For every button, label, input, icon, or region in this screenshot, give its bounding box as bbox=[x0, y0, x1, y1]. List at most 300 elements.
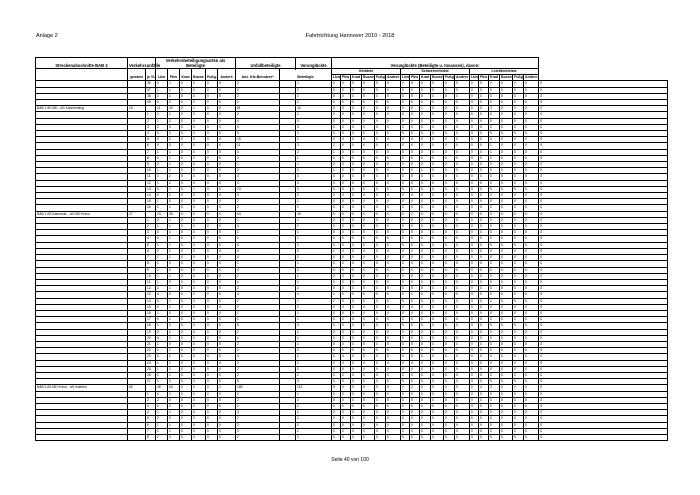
table-cell: 0 bbox=[420, 279, 431, 285]
table-cell: 0 bbox=[500, 155, 513, 161]
table-cell: 0 bbox=[375, 112, 386, 118]
table-cell: 0 bbox=[524, 143, 539, 149]
table-cell: 0 bbox=[218, 211, 236, 217]
table-cell: 0 bbox=[332, 279, 341, 285]
table-cell: 0 bbox=[470, 372, 479, 378]
table-cell: 1 bbox=[168, 236, 180, 242]
table-cell: 0 bbox=[386, 292, 401, 298]
table-cell: 0 bbox=[444, 242, 455, 248]
table-cell: 2 bbox=[332, 143, 341, 149]
table-cell: 2 bbox=[296, 372, 332, 378]
table-cell: 0 bbox=[386, 310, 401, 316]
table-cell: 0 bbox=[431, 273, 444, 279]
table-cell: 0 bbox=[489, 379, 500, 385]
table-cell: 0 bbox=[218, 205, 236, 211]
table-cell: 0 bbox=[524, 354, 539, 360]
table-cell: 0 bbox=[513, 93, 524, 99]
table-cell: 0 bbox=[410, 273, 420, 279]
table-cell: 0 bbox=[479, 162, 489, 168]
table-cell: 0 bbox=[420, 87, 431, 93]
table-cell: 0 bbox=[410, 118, 420, 124]
table-cell: 0 bbox=[341, 372, 351, 378]
table-cell: 0 bbox=[410, 366, 420, 372]
table-cell: 0 bbox=[455, 335, 470, 341]
table-cell: 0 bbox=[431, 137, 444, 143]
table-cell: 0 bbox=[470, 416, 479, 422]
table-cell: 0 bbox=[479, 273, 489, 279]
table-cell: 0 bbox=[206, 211, 218, 217]
table-cell: 0 bbox=[470, 255, 479, 261]
table-cell: 0 bbox=[500, 434, 513, 440]
table-cell: 0 bbox=[401, 255, 410, 261]
table-cell: 0 bbox=[455, 428, 470, 434]
table-cell: 0 bbox=[539, 341, 668, 347]
table-cell: 0 bbox=[539, 81, 668, 87]
table-cell: 0 bbox=[362, 224, 375, 230]
table-cell: 1 bbox=[410, 292, 420, 298]
table-cell: 0 bbox=[539, 112, 668, 118]
table-cell: 0 bbox=[206, 403, 218, 409]
table-cell: 0 bbox=[431, 323, 444, 329]
table-cell: 0 bbox=[444, 112, 455, 118]
table-cell: 0 bbox=[180, 273, 192, 279]
table-cell: 0 bbox=[489, 131, 500, 137]
table-cell: 0 bbox=[410, 403, 420, 409]
table-cell: 0 bbox=[351, 354, 362, 360]
table-cell: 2 bbox=[296, 273, 332, 279]
table-cell: 0 bbox=[192, 149, 206, 155]
table-cell: 0 bbox=[455, 279, 470, 285]
table-cell: 0 bbox=[375, 434, 386, 440]
table-cell: 0 bbox=[341, 205, 351, 211]
table-cell: 2 bbox=[296, 304, 332, 310]
table-cell: 0 bbox=[180, 434, 192, 440]
table-cell: 0 bbox=[489, 341, 500, 347]
table-cell: 0 bbox=[524, 273, 539, 279]
table-cell: 2 bbox=[296, 434, 332, 440]
table-cell: 0 bbox=[420, 118, 431, 124]
table-cell: 12 bbox=[146, 180, 156, 186]
table-cell: 0 bbox=[410, 348, 420, 354]
table-cell: 0 bbox=[489, 286, 500, 292]
table-cell: 0 bbox=[470, 93, 479, 99]
table-cell: 0 bbox=[375, 100, 386, 106]
table-cell: 0 bbox=[351, 162, 362, 168]
table-cell: 0 bbox=[410, 205, 420, 211]
table-cell: 0 bbox=[218, 329, 236, 335]
table-cell: 1 bbox=[192, 186, 206, 192]
table-cell: 0 bbox=[218, 217, 236, 223]
table-cell: 2 bbox=[236, 112, 280, 118]
table-cell: 0 bbox=[362, 174, 375, 180]
sub-header-pkw: Pkw bbox=[480, 75, 488, 80]
table-cell: 0 bbox=[513, 106, 524, 112]
table-cell: 0 bbox=[500, 242, 513, 248]
table-cell: 0 bbox=[180, 279, 192, 285]
table-cell: 0 bbox=[401, 87, 410, 93]
table-cell: 0 bbox=[500, 100, 513, 106]
table-cell: 0 bbox=[351, 193, 362, 199]
table-cell: 0 bbox=[420, 292, 431, 298]
col-header-busse: Busse bbox=[192, 69, 206, 81]
table-cell: 0 bbox=[455, 323, 470, 329]
table-cell: 0 bbox=[444, 81, 455, 87]
table-cell: 0 bbox=[218, 180, 236, 186]
table-cell: 0 bbox=[479, 279, 489, 285]
table-cell: 0 bbox=[218, 416, 236, 422]
table-cell: 0 bbox=[479, 329, 489, 335]
table-cell: 0 bbox=[444, 211, 455, 217]
table-cell: 0 bbox=[351, 124, 362, 130]
table-cell: 0 bbox=[386, 391, 401, 397]
table-cell: 2 bbox=[236, 168, 280, 174]
table-cell: 0 bbox=[489, 366, 500, 372]
table-cell: 1 bbox=[156, 255, 168, 261]
table-cell: 0 bbox=[524, 310, 539, 316]
table-cell: 0 bbox=[470, 279, 479, 285]
table-cell: 0 bbox=[524, 248, 539, 254]
table-cell: 0 bbox=[206, 354, 218, 360]
table-cell: 0 bbox=[410, 286, 420, 292]
table-cell: 1 bbox=[156, 180, 168, 186]
sub-header-krad: Krad bbox=[421, 75, 430, 80]
table-cell: 2 bbox=[296, 112, 332, 118]
table-cell: 12 bbox=[146, 286, 156, 292]
table-cell: 0 bbox=[332, 360, 341, 366]
table-cell: 0 bbox=[431, 155, 444, 161]
table-cell: 0 bbox=[375, 261, 386, 267]
table-cell: 0 bbox=[455, 199, 470, 205]
table-cell: 0 bbox=[444, 366, 455, 372]
table-cell: 0 bbox=[341, 434, 351, 440]
table-cell: 0 bbox=[218, 248, 236, 254]
table-cell: 38 bbox=[146, 93, 156, 99]
table-cell: 0 bbox=[401, 310, 410, 316]
table-cell: 0 bbox=[513, 255, 524, 261]
table-cell: 0 bbox=[479, 422, 489, 428]
table-cell: 0 bbox=[455, 118, 470, 124]
table-cell: 0 bbox=[341, 112, 351, 118]
table-cell: 0 bbox=[420, 397, 431, 403]
table-cell: 0 bbox=[362, 348, 375, 354]
table-cell: 0 bbox=[206, 174, 218, 180]
table-cell: 0 bbox=[470, 131, 479, 137]
table-cell: 0 bbox=[431, 310, 444, 316]
table-cell: 0 bbox=[524, 428, 539, 434]
table-cell: 0 bbox=[489, 242, 500, 248]
table-cell: 0 bbox=[524, 242, 539, 248]
col-header-andere: Andere bbox=[218, 69, 236, 81]
table-cell: 0 bbox=[375, 348, 386, 354]
table-cell: 0 bbox=[479, 261, 489, 267]
table-cell: 0 bbox=[218, 317, 236, 323]
table-cell: 0 bbox=[362, 341, 375, 347]
table-cell: 0 bbox=[524, 255, 539, 261]
table-cell: 0 bbox=[410, 323, 420, 329]
table-cell: 0 bbox=[401, 211, 410, 217]
table-cell: 0 bbox=[192, 335, 206, 341]
table-cell: 0 bbox=[206, 323, 218, 329]
table-cell: 0 bbox=[168, 124, 180, 130]
table-cell: 0 bbox=[489, 304, 500, 310]
table-cell: 0 bbox=[524, 193, 539, 199]
table-cell: 0 bbox=[218, 112, 236, 118]
table-cell: 0 bbox=[470, 267, 479, 273]
table-cell: 0 bbox=[455, 100, 470, 106]
table-cell: 0 bbox=[206, 137, 218, 143]
table-cell: 0 bbox=[401, 131, 410, 137]
table-cell: 0 bbox=[401, 286, 410, 292]
table-cell: 15 bbox=[236, 137, 280, 143]
table-cell: 0 bbox=[351, 211, 362, 217]
table-cell: 0 bbox=[455, 391, 470, 397]
table-cell: 0 bbox=[341, 143, 351, 149]
table-cell: 0 bbox=[470, 112, 479, 118]
table-cell: 2 bbox=[332, 298, 341, 304]
table-body bbox=[36, 81, 668, 441]
table-cell: 0 bbox=[420, 217, 431, 223]
table-cell: 0 bbox=[513, 366, 524, 372]
table-cell: 0 bbox=[470, 236, 479, 242]
table-cell: 0 bbox=[489, 267, 500, 273]
table-cell: 0 bbox=[513, 155, 524, 161]
table-cell: 1 bbox=[146, 112, 156, 118]
table-cell: 0 bbox=[362, 217, 375, 223]
table-cell: 0 bbox=[401, 100, 410, 106]
table-cell: 0 bbox=[455, 149, 470, 155]
table-cell: 0 bbox=[524, 261, 539, 267]
table-cell: 0 bbox=[156, 391, 168, 397]
table-cell: 0 bbox=[444, 168, 455, 174]
table-cell: 0 bbox=[192, 230, 206, 236]
table-cell: 0 bbox=[431, 149, 444, 155]
table-cell: 0 bbox=[470, 329, 479, 335]
table-cell: 0 bbox=[341, 379, 351, 385]
table-cell: 0 bbox=[351, 379, 362, 385]
table-cell: 0 bbox=[192, 118, 206, 124]
table-cell: 0 bbox=[524, 292, 539, 298]
table-cell: 0 bbox=[431, 279, 444, 285]
table-cell: 0 bbox=[410, 186, 420, 192]
table-cell: 0 bbox=[351, 106, 362, 112]
table-cell: 2 bbox=[236, 81, 280, 87]
table-cell: 0 bbox=[351, 298, 362, 304]
table-cell: 0 bbox=[351, 87, 362, 93]
table-cell: 0 bbox=[401, 391, 410, 397]
table-cell: 0 bbox=[401, 193, 410, 199]
table-cell: 0 bbox=[180, 317, 192, 323]
table-cell: 0 bbox=[362, 410, 375, 416]
table-cell: 0 bbox=[420, 385, 431, 391]
table-cell: 0 bbox=[351, 137, 362, 143]
table-cell: 0 bbox=[351, 329, 362, 335]
table-cell: 0 bbox=[479, 304, 489, 310]
table-cell: 3 bbox=[296, 248, 332, 254]
table-cell: 0 bbox=[206, 273, 218, 279]
table-cell: 0 bbox=[180, 391, 192, 397]
table-cell: 0 bbox=[470, 410, 479, 416]
table-cell: 0 bbox=[386, 323, 401, 329]
table-cell: 2 bbox=[236, 416, 280, 422]
table-cell: 0 bbox=[341, 230, 351, 236]
table-cell: 3 bbox=[296, 379, 332, 385]
table-cell: 4 bbox=[236, 180, 280, 186]
table-cell: 3 bbox=[296, 124, 332, 130]
table-cell: 0 bbox=[341, 286, 351, 292]
table-cell: 0 bbox=[332, 100, 341, 106]
table-cell: 0 bbox=[192, 255, 206, 261]
table-cell: 6 bbox=[146, 143, 156, 149]
table-cell: 21 bbox=[146, 341, 156, 347]
table-cell: 0 bbox=[386, 149, 401, 155]
table-cell: 0 bbox=[431, 434, 444, 440]
col-header-lkw: Lkw bbox=[156, 69, 168, 81]
table-cell: 0 bbox=[351, 118, 362, 124]
table-cell: 0 bbox=[479, 137, 489, 143]
table-cell: 0 bbox=[341, 273, 351, 279]
table-cell: 0 bbox=[524, 403, 539, 409]
table-cell: 0 bbox=[410, 155, 420, 161]
table-cell: 0 bbox=[524, 279, 539, 285]
table-cell: 0 bbox=[351, 205, 362, 211]
table-cell: 1 bbox=[168, 366, 180, 372]
table-cell: 0 bbox=[218, 87, 236, 93]
table-cell: 0 bbox=[180, 261, 192, 267]
table-cell: 0 bbox=[420, 211, 431, 217]
table-cell: 0 bbox=[524, 341, 539, 347]
table-cell: 0 bbox=[218, 335, 236, 341]
table-cell: 0 bbox=[455, 186, 470, 192]
table-cell: 0 bbox=[455, 124, 470, 130]
table-cell: 2 bbox=[168, 131, 180, 137]
table-cell: 0 bbox=[500, 379, 513, 385]
table-cell: 1 bbox=[156, 242, 168, 248]
table-cell: 0 bbox=[431, 255, 444, 261]
table-cell: 0 bbox=[375, 273, 386, 279]
table-cell: 0 bbox=[479, 81, 489, 87]
table-cell: 0 bbox=[218, 279, 236, 285]
table-cell: 0 bbox=[431, 230, 444, 236]
table-cell: 0 bbox=[375, 360, 386, 366]
table-cell: 0 bbox=[444, 205, 455, 211]
table-cell: 0 bbox=[444, 106, 455, 112]
table-cell: 0 bbox=[500, 329, 513, 335]
table-cell: 0 bbox=[455, 317, 470, 323]
table-cell: 10 bbox=[146, 168, 156, 174]
table-cell: 0 bbox=[500, 341, 513, 347]
table-cell: 0 bbox=[180, 360, 192, 366]
table-cell: 0 bbox=[375, 255, 386, 261]
table-cell: 0 bbox=[500, 230, 513, 236]
table-cell: 0 bbox=[500, 124, 513, 130]
table-cell: 0 bbox=[513, 261, 524, 267]
table-cell: 0 bbox=[470, 186, 479, 192]
table-cell: 0 bbox=[444, 137, 455, 143]
sub-header-pkw: Pkw bbox=[411, 75, 419, 80]
table-cell: 0 bbox=[410, 131, 420, 137]
table-cell: 0 bbox=[218, 397, 236, 403]
table-cell: 1 bbox=[156, 224, 168, 230]
table-cell: 0 bbox=[375, 372, 386, 378]
table-cell: 0 bbox=[351, 348, 362, 354]
table-cell: 0 bbox=[431, 199, 444, 205]
table-cell: 0 bbox=[479, 205, 489, 211]
table-cell: 4 bbox=[156, 292, 168, 298]
table-cell: 2 bbox=[236, 422, 280, 428]
table-cell: 0 bbox=[410, 100, 420, 106]
table-cell: 0 bbox=[192, 341, 206, 347]
table-cell: 0 bbox=[351, 112, 362, 118]
table-cell: 0 bbox=[332, 366, 341, 372]
table-cell: 0 bbox=[362, 193, 375, 199]
table-cell: 0 bbox=[539, 298, 668, 304]
table-cell: 0 bbox=[362, 248, 375, 254]
table-cell: 0 bbox=[500, 236, 513, 242]
table-cell: 1 bbox=[168, 273, 180, 279]
table-cell: 4 bbox=[236, 242, 280, 248]
table-cell: 0 bbox=[410, 422, 420, 428]
table-cell: 1 bbox=[332, 292, 341, 298]
table-cell: 0 bbox=[386, 186, 401, 192]
table-cell: 0 bbox=[362, 168, 375, 174]
table-cell: 0 bbox=[401, 267, 410, 273]
table-cell: 0 bbox=[524, 434, 539, 440]
table-cell: 0 bbox=[431, 385, 444, 391]
table-cell: 0 bbox=[341, 174, 351, 180]
table-cell: 0 bbox=[192, 267, 206, 273]
table-cell: 0 bbox=[206, 248, 218, 254]
table-cell: 0 bbox=[479, 292, 489, 298]
table-cell: 0 bbox=[524, 416, 539, 422]
table-cell: 0 bbox=[351, 186, 362, 192]
table-cell: 0 bbox=[218, 403, 236, 409]
table-cell: 1 bbox=[332, 149, 341, 155]
table-cell: 0 bbox=[500, 422, 513, 428]
table-cell: 0 bbox=[362, 106, 375, 112]
table-cell: 0 bbox=[362, 335, 375, 341]
table-cell: 1 bbox=[146, 217, 156, 223]
table-cell: 0 bbox=[500, 335, 513, 341]
table-cell: 1 bbox=[168, 298, 180, 304]
table-cell: 0 bbox=[513, 341, 524, 347]
table-cell: 0 bbox=[386, 81, 401, 87]
table-cell: 0 bbox=[524, 211, 539, 217]
table-cell: 0 bbox=[431, 217, 444, 223]
table-cell: 0 bbox=[479, 354, 489, 360]
table-cell: 0 bbox=[218, 168, 236, 174]
table-cell: 0 bbox=[375, 224, 386, 230]
table-cell: 0 bbox=[470, 292, 479, 298]
table-cell: 2 bbox=[236, 286, 280, 292]
table-cell: 0 bbox=[218, 273, 236, 279]
table-cell: 0 bbox=[362, 372, 375, 378]
table-cell: 0 bbox=[470, 137, 479, 143]
table-cell: 0 bbox=[539, 199, 668, 205]
table-cell: 0 bbox=[218, 143, 236, 149]
table-cell: 0 bbox=[524, 180, 539, 186]
table-cell: 0 bbox=[218, 162, 236, 168]
table-cell: 0 bbox=[479, 248, 489, 254]
table-cell: 0 bbox=[444, 335, 455, 341]
table-cell: 0 bbox=[206, 149, 218, 155]
table-cell: 0 bbox=[386, 434, 401, 440]
table-cell: 0 bbox=[539, 379, 668, 385]
table-cell: 0 bbox=[386, 428, 401, 434]
table-cell: 0 bbox=[218, 310, 236, 316]
table-cell: 2 bbox=[236, 372, 280, 378]
table-cell: 1 bbox=[168, 428, 180, 434]
table-cell: 0 bbox=[455, 205, 470, 211]
